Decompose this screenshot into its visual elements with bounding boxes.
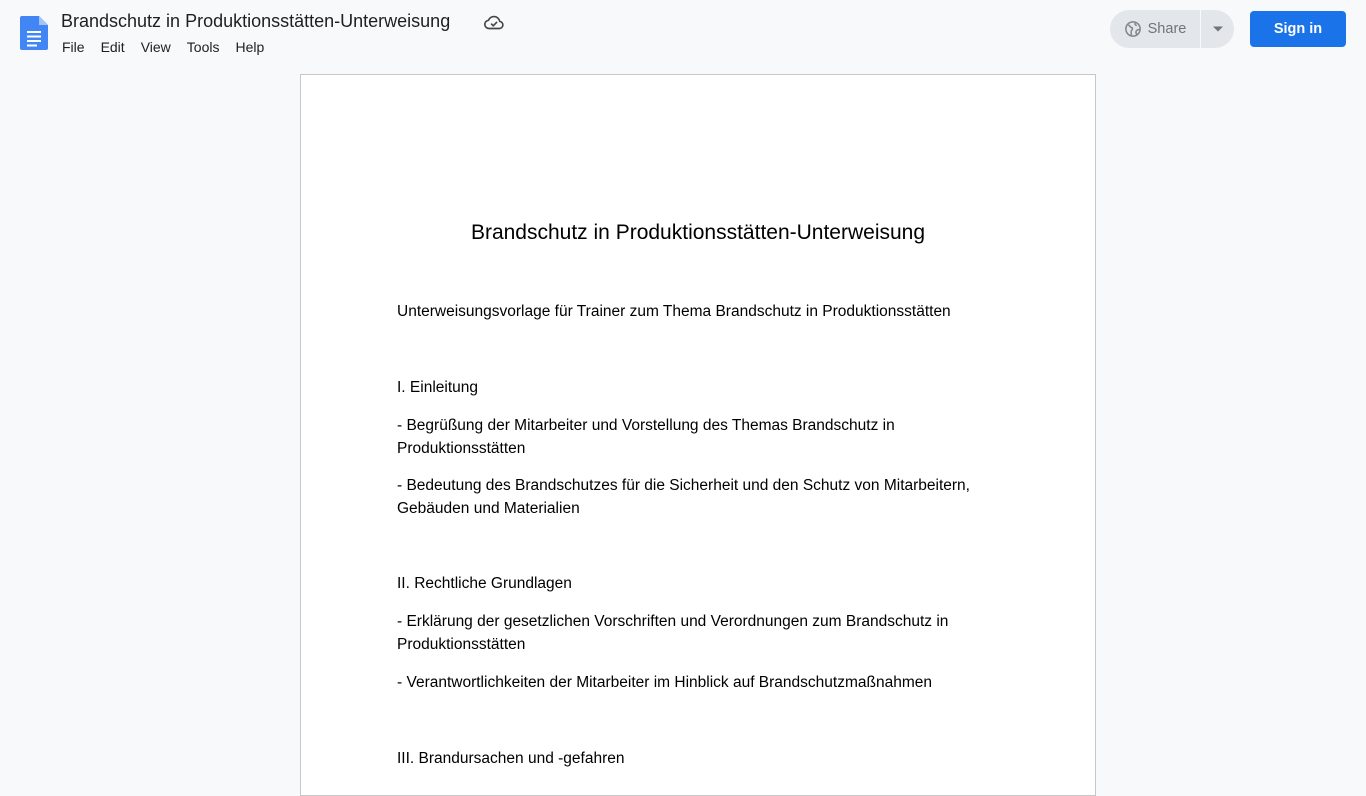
bullet-paragraph: - Bedeutung des Brandschutzes für die Sicherheit und den Schutz von Mitarbeitern, Gebäuden und Materialien xyxy=(397,477,970,517)
share-options-button[interactable] xyxy=(1201,10,1234,48)
app-header xyxy=(0,0,1366,64)
cloud-saved-icon[interactable] xyxy=(483,12,505,34)
docs-logo-icon[interactable] xyxy=(20,16,48,50)
menu-bar xyxy=(54,36,272,58)
menu-help[interactable]: Help xyxy=(235,39,265,55)
section-heading: III. Brandursachen und -gefahren xyxy=(397,750,625,767)
document-page xyxy=(300,74,1096,796)
intro-paragraph: Unterweisungsvorlage für Trainer zum Thema Brandschutz in Produktionsstätten xyxy=(397,303,951,320)
menu-tools[interactable]: Tools xyxy=(186,39,220,55)
menu-edit[interactable]: Edit xyxy=(100,39,125,55)
section-heading: II. Rechtliche Grundlagen xyxy=(397,575,572,592)
share-group xyxy=(1110,10,1234,48)
caret-down-icon xyxy=(1213,26,1223,32)
globe-icon xyxy=(1124,20,1142,38)
menu-view[interactable]: View xyxy=(140,39,171,55)
menu-file[interactable]: File xyxy=(62,39,85,55)
share-label: Share xyxy=(1147,21,1187,37)
section-heading: I. Einleitung xyxy=(397,379,478,396)
sign-in-button[interactable]: Sign in xyxy=(1250,11,1346,47)
document-title[interactable]: Brandschutz in Produktionsstätten-Unterweisung xyxy=(61,11,451,31)
bullet-paragraph: - Begrüßung der Mitarbeiter und Vorstellung des Themas Brandschutz in Produktionsstätten xyxy=(397,417,895,457)
share-button[interactable] xyxy=(1110,10,1200,48)
bullet-paragraph: - Verantwortlichkeiten der Mitarbeiter im Hinblick auf Brandschutzmaßnahmen xyxy=(397,674,932,691)
document-heading: Brandschutz in Produktionsstätten-Unterweisung xyxy=(470,221,926,244)
bullet-paragraph: - Erklärung der gesetzlichen Vorschriften und Verordnungen zum Brandschutz in Produktionsstätten xyxy=(397,613,949,653)
